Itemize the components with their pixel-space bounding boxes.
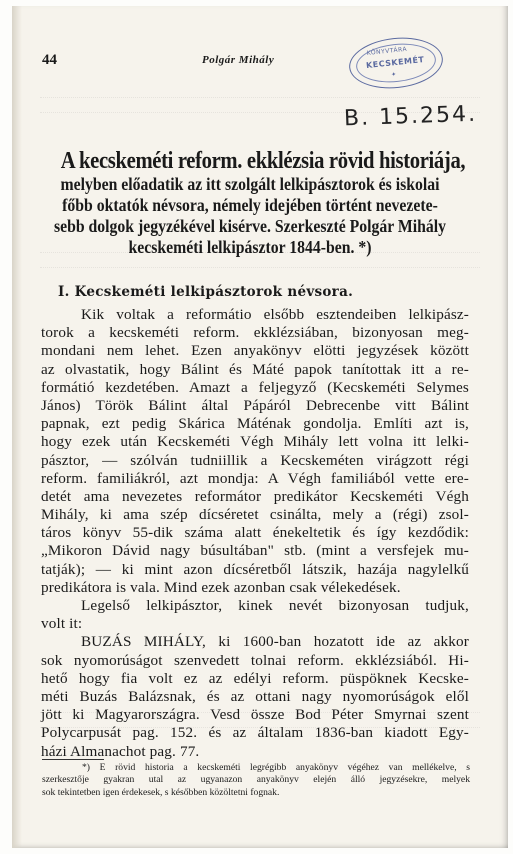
body-line: torok a kecskeméti reform. ekklézsiában, bizonyosan meg- <box>41 324 469 342</box>
body-line: hető hogy fia volt ez az edélyi reform. püspöknek Kecske- <box>41 669 469 687</box>
body-line: házi Almanachot pag. 77. <box>41 742 200 760</box>
section-heading: I. Kecskeméti lelkipásztorok névsora. <box>58 284 354 300</box>
body-text <box>41 306 469 761</box>
body-line: jött ki Magyarországra. Vesd össze Bod Péter Smyrnai szent <box>41 706 469 724</box>
running-head <box>42 52 342 72</box>
body-line: predikátora is vala. Mind ezek azonban csak vélekedések. <box>41 578 401 596</box>
page-gutter-shadow <box>12 6 22 848</box>
body-line: táros könyv 55-dik száma alatt énekeltetik és így kezdődik: <box>41 524 469 542</box>
body-line: pásztor, — szólván tudniillik a Kecskeméten virágzott régi <box>41 451 469 469</box>
body-line: formátió kezdetében. Amazt a feljegyző (Kecskeméti Selymes <box>41 378 469 396</box>
stamp-star-icon: ✦ <box>390 71 397 79</box>
title-sub-line: kecskeméti lelkipásztor 1844-ben. *) <box>128 237 372 257</box>
body-line: volt it: <box>41 615 83 633</box>
title-sub-line: melyben előadatik az itt szolgált lelkipásztorok és iskolai <box>60 174 440 194</box>
body-line: az olvastatik, hogy Bálint és Máté papok tanítottak itt a re- <box>41 360 469 378</box>
footnote <box>42 762 470 799</box>
stamp-text-top: KÖNYVTÁRA <box>366 45 408 57</box>
handwritten-shelfmark: B. 15.254. <box>343 101 478 132</box>
footnote-rule <box>42 759 104 760</box>
body-line: BUZÁS MIHÁLY, ki 1600-ban hozatott ide az akkor <box>81 633 469 651</box>
body-line: reform. familiákról, azt mondja: A Végh familiából vette ere- <box>41 469 469 487</box>
body-line: Kik voltak a reformátio elsőbb esztendeiben lelkipász- <box>81 306 469 323</box>
title-main: A kecskeméti reform. ekklézsia rövid historiája, <box>60 148 466 174</box>
footnote-line: szerkesztője gyakran utal az ugyanazon anyakönyv elején álló jegyzésekre, melyek <box>42 774 470 786</box>
body-line: hogy ezek után Kecskeméti Végh Mihály lett volna itt lelki- <box>41 433 469 451</box>
body-line: detét ama nevezetes reformátor predikátor Kecskeméti Végh <box>41 487 469 505</box>
body-line: méti Buzás Balázsnak, és az ottani nagy nyomorúságok elől <box>41 687 469 705</box>
body-line: tatják); — ki mint azon dícséretből látszik, hazája nagylelkű <box>41 560 469 578</box>
title-sub-line: főbb oktatók névsora, némely idejében történt nevezete- <box>62 195 438 215</box>
body-line: sok nyomorúságot szenvedett tolnai reform. ekklézsiából. Hi- <box>41 651 469 669</box>
body-line: Legelső lelkipásztor, kinek nevét bizonyosan tudjuk, <box>81 597 469 614</box>
article-title <box>30 148 470 258</box>
body-line: János) Török Bálint által Pápáról Debrecenbe vitt Bálint <box>41 396 469 414</box>
body-line: Mihály, ki ama szép dícséretet csinálta, mely a (régi) zsol- <box>41 506 469 524</box>
title-sub-line: sebb dolgok jegyzékével kisérve. Szerkeszté Polgár Mihály <box>53 216 447 236</box>
body-line: Polycarpusát pag. 152. és az általam 1836-ban kiadott Egy- <box>41 724 469 742</box>
body-line: „Mikoron Dávid nagy búsultában" stb. (mint a versfejek mu- <box>41 542 469 560</box>
stamp-text-mid: KECSKEMÉT <box>365 55 425 71</box>
body-line: mondani nem lehet. Ezen anyakönyv elötti jegyzések között <box>41 342 469 360</box>
title-subtitle <box>52 174 448 258</box>
running-title: Polgár Mihály <box>202 54 275 66</box>
footnote-line: sok tekintetben igen érdekesek, s későbben közöltetni fognak. <box>42 786 280 798</box>
page-number: 44 <box>42 52 57 68</box>
body-line: papnak, ezt pedig Skárica Máténak gondolja. Említi azt is, <box>41 415 469 433</box>
footnote-line: *) E rövid historia a kecskeméti legrégibb anyakönyv végéhez van mellékelve, s <box>82 762 470 773</box>
